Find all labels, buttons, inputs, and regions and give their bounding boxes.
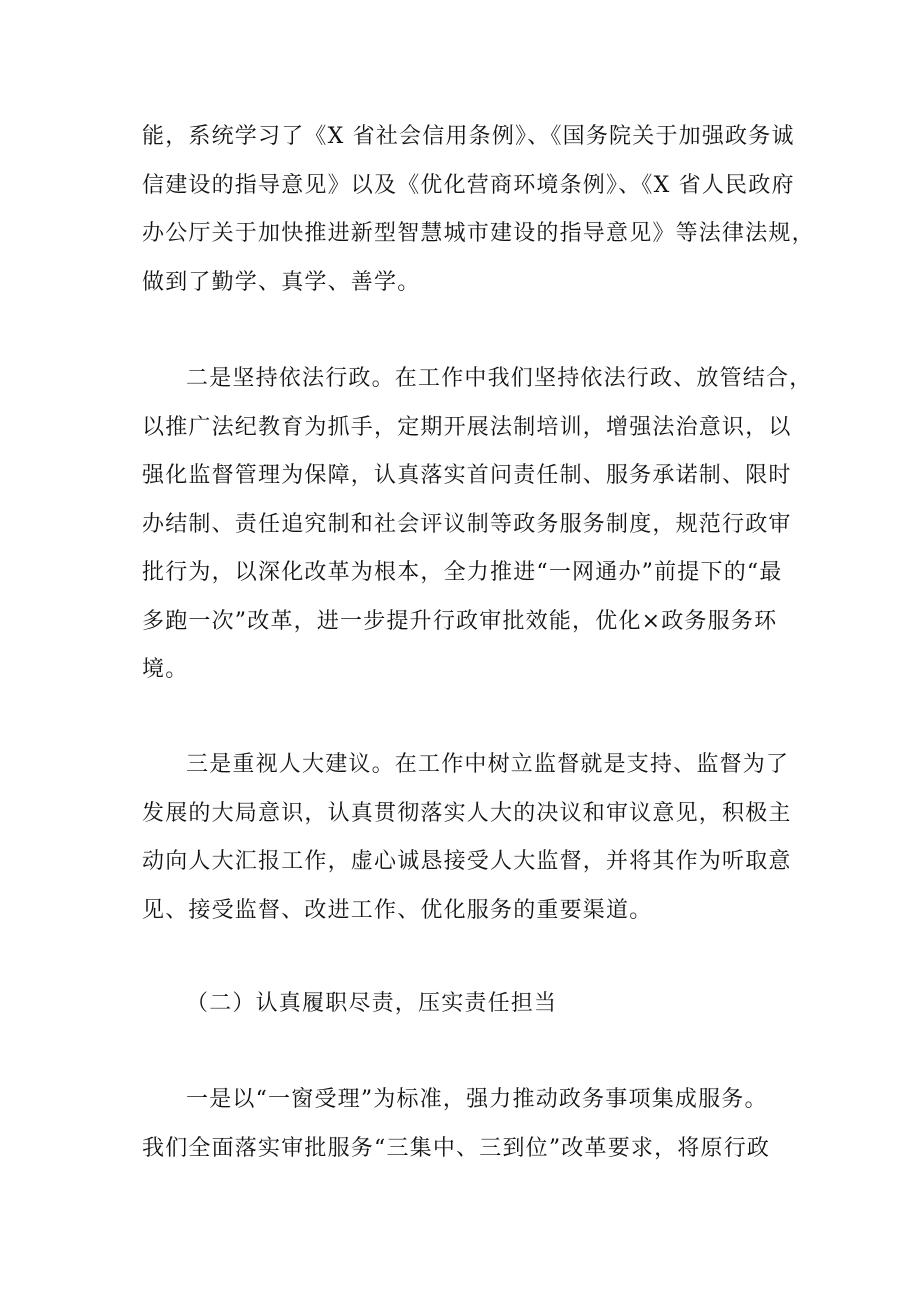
text-line: 以推广法纪教育为抓手，定期开展法制培训，增强法治意识，以 <box>142 414 792 440</box>
text-line: 信建设的指导意见》以及《优化营商环境条例》、《X 省人民政府 <box>142 172 795 198</box>
text-line: 见、接受监督、改进工作、优化服务的重要渠道。 <box>142 897 653 923</box>
text-line: 二是坚持依法行政。在工作中我们坚持依法行政、放管结合， <box>186 366 813 391</box>
text-line: 办结制、责任追究制和社会评议制等政务服务制度，规范行政审 <box>142 511 792 537</box>
text-line: 强化监督管理为保障，认真落实首问责任制、服务承诺制、限时 <box>142 463 792 488</box>
paragraph-law-administration <box>142 355 813 695</box>
text-line: 我们全面落实审批服务“三集中、三到位”改革要求，将原行政 <box>142 1135 771 1161</box>
section-heading <box>142 980 810 1029</box>
text-line: 三是重视人大建议。在工作中树立监督就是支持、监督为了 <box>186 752 790 777</box>
paragraph-npc-suggestions <box>142 741 810 935</box>
text-line: 办公厅关于加快推进新型智慧城市建设的指导意见》等法律法规， <box>142 221 815 246</box>
text-line: 批行为，以深化改革为根本，全力推进“一网通办”前提下的“最 <box>142 560 783 585</box>
paragraph-one-window <box>142 1076 810 1173</box>
text-line: 发展的大局意识，认真贯彻落实人大的决议和审议意见，积极主 <box>142 800 792 826</box>
text-line: 一是以“一窗受理”为标准，强力推动政务事项集成服务。 <box>186 1087 768 1112</box>
text-line: 动向人大汇报工作，虚心诚恳接受人大监督，并将其作为听取意 <box>142 849 792 874</box>
text-line: 多跑一次”改革，进一步提升行政审批效能，优化×政务服务环 <box>142 608 778 634</box>
paragraph-study-regulations <box>142 113 815 307</box>
text-line: 做到了勤学、真学、善学。 <box>142 269 421 295</box>
heading-text: （二）认真履职尽责，压实责任担当 <box>186 991 558 1016</box>
text-line: 能，系统学习了《X 省社会信用条例》、《国务院关于加强政务诚 <box>142 124 795 149</box>
text-line: 境。 <box>142 657 189 682</box>
